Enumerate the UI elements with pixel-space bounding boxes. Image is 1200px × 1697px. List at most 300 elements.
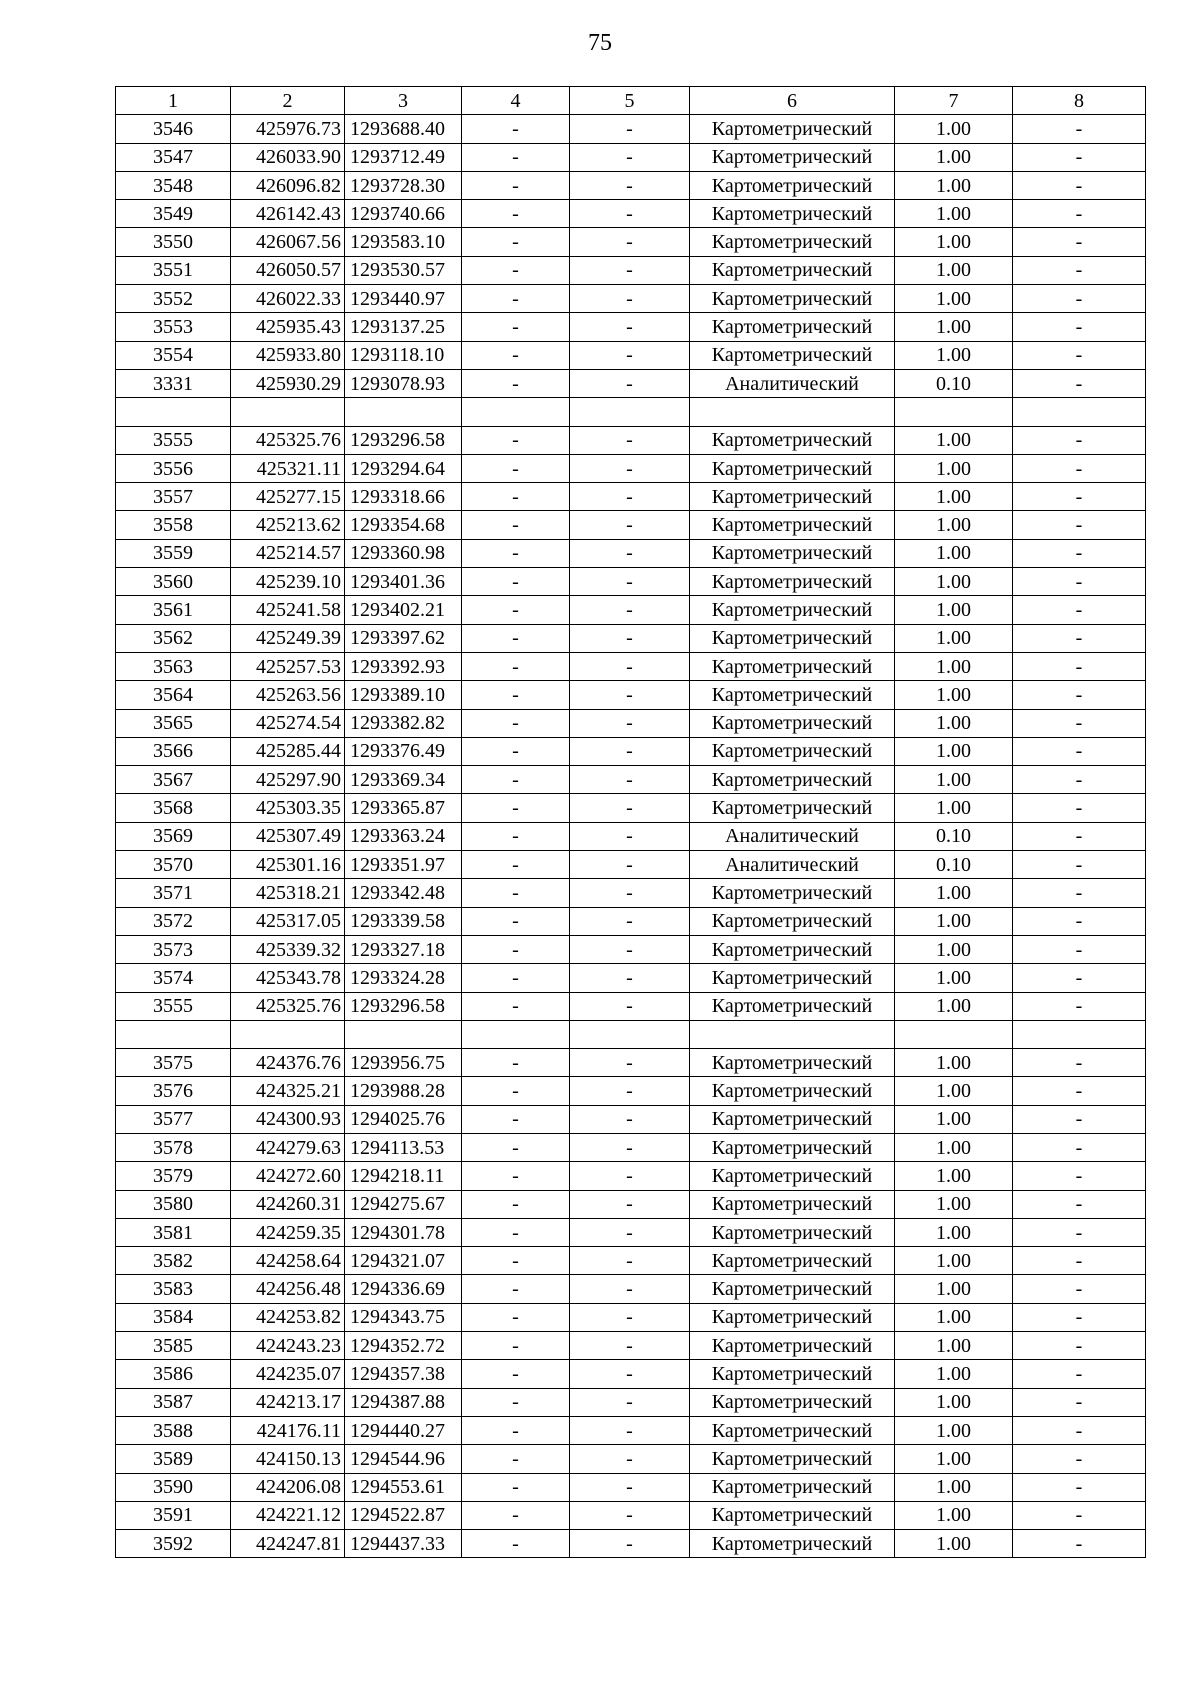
table-row	[116, 539, 1146, 567]
column-5-cell: -	[570, 369, 690, 397]
table-row	[116, 794, 1146, 822]
accuracy-cell: 1.00	[895, 624, 1013, 652]
point-number-cell: 3571	[116, 879, 231, 907]
accuracy-cell: 1.00	[895, 681, 1013, 709]
column-4-cell: -	[462, 539, 570, 567]
accuracy-cell: 0.10	[895, 851, 1013, 879]
table-row	[116, 256, 1146, 284]
column-4-cell: -	[462, 200, 570, 228]
column-4-cell: -	[462, 143, 570, 171]
method-cell: Картометрический	[690, 1530, 895, 1558]
point-number-cell: 3555	[116, 992, 231, 1020]
table-row	[116, 1247, 1146, 1275]
accuracy-cell: 1.00	[895, 1332, 1013, 1360]
y-coordinate-cell: 1293988.28	[345, 1077, 462, 1105]
column-4-cell: -	[462, 681, 570, 709]
column-8-cell: -	[1013, 426, 1146, 454]
column-5-cell: -	[570, 1247, 690, 1275]
column-4-cell: -	[462, 964, 570, 992]
column-4-cell: -	[462, 341, 570, 369]
accuracy-cell: 1.00	[895, 1473, 1013, 1501]
point-number-cell: 3592	[116, 1530, 231, 1558]
x-coordinate-cell: 425241.58	[231, 596, 345, 624]
y-coordinate-cell: 1294321.07	[345, 1247, 462, 1275]
method-cell: Картометрический	[690, 879, 895, 907]
column-8-cell: -	[1013, 200, 1146, 228]
y-coordinate-cell: 1294553.61	[345, 1473, 462, 1501]
y-coordinate-cell: 1294218.11	[345, 1162, 462, 1190]
column-4-cell: -	[462, 285, 570, 313]
accuracy-cell: 1.00	[895, 1247, 1013, 1275]
x-coordinate-cell: 424376.76	[231, 1049, 345, 1077]
column-8-cell: -	[1013, 1105, 1146, 1133]
column-4-cell	[462, 1020, 570, 1048]
table-row	[116, 766, 1146, 794]
column-4-cell: -	[462, 879, 570, 907]
column-4-cell: -	[462, 511, 570, 539]
column-4-cell: -	[462, 1105, 570, 1133]
x-coordinate-cell: 425307.49	[231, 822, 345, 850]
table-row	[116, 1445, 1146, 1473]
column-5-cell: -	[570, 992, 690, 1020]
table-row	[116, 426, 1146, 454]
point-number-cell: 3551	[116, 256, 231, 284]
x-coordinate-cell: 425213.62	[231, 511, 345, 539]
column-5-cell: -	[570, 1530, 690, 1558]
column-4-cell: -	[462, 1049, 570, 1077]
y-coordinate-cell: 1293392.93	[345, 652, 462, 680]
table-row	[116, 511, 1146, 539]
x-coordinate-cell: 426096.82	[231, 171, 345, 199]
method-cell	[690, 1020, 895, 1048]
column-5-cell: -	[570, 822, 690, 850]
column-header-5: 5	[570, 87, 690, 115]
accuracy-cell: 1.00	[895, 1501, 1013, 1529]
column-5-cell: -	[570, 256, 690, 284]
table-row	[116, 568, 1146, 596]
column-8-cell: -	[1013, 1445, 1146, 1473]
column-8-cell: -	[1013, 143, 1146, 171]
point-number-cell: 3552	[116, 285, 231, 313]
x-coordinate-cell: 425214.57	[231, 539, 345, 567]
y-coordinate-cell: 1294357.38	[345, 1360, 462, 1388]
y-coordinate-cell: 1294336.69	[345, 1275, 462, 1303]
method-cell: Картометрический	[690, 1105, 895, 1133]
point-number-cell: 3564	[116, 681, 231, 709]
point-number-cell: 3577	[116, 1105, 231, 1133]
point-number-cell: 3561	[116, 596, 231, 624]
point-number-cell: 3553	[116, 313, 231, 341]
column-4-cell: -	[462, 171, 570, 199]
method-cell: Картометрический	[690, 341, 895, 369]
column-4-cell: -	[462, 1218, 570, 1246]
y-coordinate-cell: 1293740.66	[345, 200, 462, 228]
column-4-cell: -	[462, 1303, 570, 1331]
table-row	[116, 681, 1146, 709]
column-5-cell: -	[570, 794, 690, 822]
column-5-cell: -	[570, 907, 690, 935]
accuracy-cell: 1.00	[895, 737, 1013, 765]
x-coordinate-cell: 425339.32	[231, 935, 345, 963]
x-coordinate-cell: 424247.81	[231, 1530, 345, 1558]
y-coordinate-cell: 1294301.78	[345, 1218, 462, 1246]
point-number-cell: 3585	[116, 1332, 231, 1360]
y-coordinate-cell: 1293296.58	[345, 426, 462, 454]
accuracy-cell: 1.00	[895, 426, 1013, 454]
point-number-cell: 3550	[116, 228, 231, 256]
table-row	[116, 624, 1146, 652]
accuracy-cell: 1.00	[895, 256, 1013, 284]
table-row	[116, 1133, 1146, 1161]
y-coordinate-cell: 1293342.48	[345, 879, 462, 907]
column-8-cell: -	[1013, 1247, 1146, 1275]
y-coordinate-cell: 1294025.76	[345, 1105, 462, 1133]
table-row	[116, 879, 1146, 907]
method-cell: Картометрический	[690, 511, 895, 539]
x-coordinate-cell: 424253.82	[231, 1303, 345, 1331]
column-5-cell: -	[570, 1275, 690, 1303]
table-row	[116, 1332, 1146, 1360]
method-cell: Картометрический	[690, 964, 895, 992]
x-coordinate-cell: 425277.15	[231, 483, 345, 511]
x-coordinate-cell: 425263.56	[231, 681, 345, 709]
table-row	[116, 1190, 1146, 1218]
column-5-cell: -	[570, 1303, 690, 1331]
point-number-cell: 3565	[116, 709, 231, 737]
table-row	[116, 1388, 1146, 1416]
y-coordinate-cell: 1293118.10	[345, 341, 462, 369]
column-8-cell	[1013, 398, 1146, 426]
column-8-cell: -	[1013, 822, 1146, 850]
column-5-cell: -	[570, 964, 690, 992]
x-coordinate-cell: 425257.53	[231, 652, 345, 680]
method-cell: Аналитический	[690, 369, 895, 397]
method-cell: Картометрический	[690, 483, 895, 511]
point-number-cell: 3331	[116, 369, 231, 397]
column-header-1: 1	[116, 87, 231, 115]
table-row	[116, 228, 1146, 256]
x-coordinate-cell: 424150.13	[231, 1445, 345, 1473]
table-row	[116, 1020, 1146, 1048]
column-8-cell: -	[1013, 596, 1146, 624]
column-5-cell: -	[570, 624, 690, 652]
point-number-cell: 3549	[116, 200, 231, 228]
y-coordinate-cell: 1293382.82	[345, 709, 462, 737]
x-coordinate-cell: 424260.31	[231, 1190, 345, 1218]
x-coordinate-cell: 424213.17	[231, 1388, 345, 1416]
point-number-cell: 3578	[116, 1133, 231, 1161]
table-row	[116, 200, 1146, 228]
x-coordinate-cell: 425317.05	[231, 907, 345, 935]
table-row	[116, 285, 1146, 313]
method-cell: Картометрический	[690, 568, 895, 596]
method-cell: Картометрический	[690, 313, 895, 341]
accuracy-cell: 1.00	[895, 1190, 1013, 1218]
accuracy-cell: 1.00	[895, 1105, 1013, 1133]
y-coordinate-cell: 1293688.40	[345, 115, 462, 143]
column-5-cell: -	[570, 596, 690, 624]
column-header-8: 8	[1013, 87, 1146, 115]
table-row	[116, 1105, 1146, 1133]
column-5-cell: -	[570, 1388, 690, 1416]
x-coordinate-cell: 425249.39	[231, 624, 345, 652]
column-8-cell: -	[1013, 1473, 1146, 1501]
table-row	[116, 115, 1146, 143]
table-row	[116, 935, 1146, 963]
y-coordinate-cell: 1294387.88	[345, 1388, 462, 1416]
method-cell: Картометрический	[690, 1332, 895, 1360]
page-number: 75	[588, 30, 612, 56]
method-cell: Аналитический	[690, 851, 895, 879]
point-number-cell: 3579	[116, 1162, 231, 1190]
column-4-cell: -	[462, 454, 570, 482]
method-cell: Картометрический	[690, 171, 895, 199]
table-row	[116, 737, 1146, 765]
accuracy-cell: 1.00	[895, 879, 1013, 907]
y-coordinate-cell	[345, 1020, 462, 1048]
table-body	[116, 115, 1146, 1558]
y-coordinate-cell: 1293360.98	[345, 539, 462, 567]
accuracy-cell: 1.00	[895, 709, 1013, 737]
table-row	[116, 851, 1146, 879]
column-4-cell: -	[462, 935, 570, 963]
column-4-cell: -	[462, 1332, 570, 1360]
point-number-cell: 3586	[116, 1360, 231, 1388]
column-8-cell: -	[1013, 624, 1146, 652]
x-coordinate-cell: 424325.21	[231, 1077, 345, 1105]
method-cell: Картометрический	[690, 285, 895, 313]
column-4-cell: -	[462, 115, 570, 143]
column-5-cell: -	[570, 652, 690, 680]
method-cell: Картометрический	[690, 1190, 895, 1218]
point-number-cell: 3566	[116, 737, 231, 765]
table-row	[116, 596, 1146, 624]
table-row	[116, 1218, 1146, 1246]
table-row	[116, 709, 1146, 737]
y-coordinate-cell: 1293389.10	[345, 681, 462, 709]
column-8-cell: -	[1013, 794, 1146, 822]
x-coordinate-cell: 425325.76	[231, 992, 345, 1020]
column-4-cell: -	[462, 426, 570, 454]
method-cell: Картометрический	[690, 1416, 895, 1444]
point-number-cell	[116, 1020, 231, 1048]
coordinates-table	[115, 86, 1146, 1558]
column-5-cell: -	[570, 285, 690, 313]
y-coordinate-cell: 1293530.57	[345, 256, 462, 284]
column-8-cell	[1013, 1020, 1146, 1048]
column-4-cell: -	[462, 483, 570, 511]
point-number-cell: 3560	[116, 568, 231, 596]
column-8-cell: -	[1013, 879, 1146, 907]
table-row	[116, 1530, 1146, 1558]
point-number-cell: 3583	[116, 1275, 231, 1303]
method-cell: Картометрический	[690, 1445, 895, 1473]
x-coordinate-cell: 424221.12	[231, 1501, 345, 1529]
accuracy-cell: 1.00	[895, 992, 1013, 1020]
method-cell: Картометрический	[690, 1360, 895, 1388]
column-8-cell: -	[1013, 1049, 1146, 1077]
column-4-cell: -	[462, 1247, 570, 1275]
point-number-cell: 3572	[116, 907, 231, 935]
column-5-cell: -	[570, 228, 690, 256]
column-5-cell: -	[570, 115, 690, 143]
method-cell: Картометрический	[690, 1133, 895, 1161]
x-coordinate-cell: 424279.63	[231, 1133, 345, 1161]
column-4-cell: -	[462, 1416, 570, 1444]
table-header-row	[116, 87, 1146, 115]
column-8-cell: -	[1013, 766, 1146, 794]
column-4-cell: -	[462, 1501, 570, 1529]
method-cell: Картометрический	[690, 1303, 895, 1331]
point-number-cell: 3582	[116, 1247, 231, 1275]
table-row	[116, 822, 1146, 850]
x-coordinate-cell: 425274.54	[231, 709, 345, 737]
y-coordinate-cell: 1293327.18	[345, 935, 462, 963]
column-8-cell: -	[1013, 1133, 1146, 1161]
column-4-cell: -	[462, 992, 570, 1020]
column-5-cell: -	[570, 1332, 690, 1360]
method-cell: Картометрический	[690, 1218, 895, 1246]
point-number-cell: 3559	[116, 539, 231, 567]
y-coordinate-cell: 1293296.58	[345, 992, 462, 1020]
point-number-cell: 3580	[116, 1190, 231, 1218]
accuracy-cell: 1.00	[895, 143, 1013, 171]
table-row	[116, 1360, 1146, 1388]
accuracy-cell: 1.00	[895, 964, 1013, 992]
column-5-cell: -	[570, 1218, 690, 1246]
x-coordinate-cell: 424176.11	[231, 1416, 345, 1444]
column-5-cell	[570, 1020, 690, 1048]
accuracy-cell	[895, 398, 1013, 426]
method-cell: Картометрический	[690, 766, 895, 794]
point-number-cell: 3589	[116, 1445, 231, 1473]
y-coordinate-cell: 1294437.33	[345, 1530, 462, 1558]
x-coordinate-cell	[231, 1020, 345, 1048]
table-row	[116, 143, 1146, 171]
method-cell: Картометрический	[690, 709, 895, 737]
column-4-cell: -	[462, 652, 570, 680]
y-coordinate-cell: 1294440.27	[345, 1416, 462, 1444]
accuracy-cell: 1.00	[895, 1445, 1013, 1473]
column-8-cell: -	[1013, 285, 1146, 313]
x-coordinate-cell: 424243.23	[231, 1332, 345, 1360]
table-row	[116, 1275, 1146, 1303]
accuracy-cell: 1.00	[895, 285, 1013, 313]
point-number-cell: 3569	[116, 822, 231, 850]
accuracy-cell: 1.00	[895, 200, 1013, 228]
table-row	[116, 313, 1146, 341]
accuracy-cell: 1.00	[895, 1275, 1013, 1303]
column-8-cell: -	[1013, 1275, 1146, 1303]
table-row	[116, 483, 1146, 511]
method-cell: Картометрический	[690, 681, 895, 709]
y-coordinate-cell: 1294343.75	[345, 1303, 462, 1331]
column-5-cell: -	[570, 1105, 690, 1133]
method-cell: Картометрический	[690, 1388, 895, 1416]
y-coordinate-cell: 1293376.49	[345, 737, 462, 765]
column-8-cell: -	[1013, 539, 1146, 567]
accuracy-cell: 0.10	[895, 369, 1013, 397]
method-cell: Картометрический	[690, 200, 895, 228]
y-coordinate-cell: 1293401.36	[345, 568, 462, 596]
accuracy-cell: 1.00	[895, 1162, 1013, 1190]
column-5-cell: -	[570, 143, 690, 171]
method-cell	[690, 398, 895, 426]
x-coordinate-cell: 424206.08	[231, 1473, 345, 1501]
accuracy-cell: 1.00	[895, 1218, 1013, 1246]
column-5-cell: -	[570, 341, 690, 369]
column-5-cell: -	[570, 766, 690, 794]
column-8-cell: -	[1013, 369, 1146, 397]
point-number-cell: 3555	[116, 426, 231, 454]
method-cell: Картометрический	[690, 143, 895, 171]
column-4-cell: -	[462, 313, 570, 341]
method-cell: Картометрический	[690, 1247, 895, 1275]
column-8-cell: -	[1013, 115, 1146, 143]
y-coordinate-cell: 1293583.10	[345, 228, 462, 256]
column-5-cell: -	[570, 851, 690, 879]
accuracy-cell: 1.00	[895, 652, 1013, 680]
column-8-cell: -	[1013, 256, 1146, 284]
column-8-cell: -	[1013, 1077, 1146, 1105]
method-cell: Картометрический	[690, 1077, 895, 1105]
column-8-cell: -	[1013, 313, 1146, 341]
x-coordinate-cell: 425976.73	[231, 115, 345, 143]
accuracy-cell: 1.00	[895, 539, 1013, 567]
table-row	[116, 1416, 1146, 1444]
column-4-cell: -	[462, 369, 570, 397]
method-cell: Картометрический	[690, 992, 895, 1020]
x-coordinate-cell: 425303.35	[231, 794, 345, 822]
method-cell: Картометрический	[690, 737, 895, 765]
method-cell: Картометрический	[690, 256, 895, 284]
table-row	[116, 1303, 1146, 1331]
column-5-cell: -	[570, 426, 690, 454]
y-coordinate-cell: 1293078.93	[345, 369, 462, 397]
y-coordinate-cell: 1293363.24	[345, 822, 462, 850]
accuracy-cell: 1.00	[895, 341, 1013, 369]
point-number-cell: 3557	[116, 483, 231, 511]
table-row	[116, 1473, 1146, 1501]
column-4-cell: -	[462, 1077, 570, 1105]
table-row	[116, 171, 1146, 199]
accuracy-cell: 1.00	[895, 568, 1013, 596]
x-coordinate-cell: 425325.76	[231, 426, 345, 454]
accuracy-cell: 1.00	[895, 1416, 1013, 1444]
method-cell: Картометрический	[690, 1473, 895, 1501]
table-row	[116, 992, 1146, 1020]
column-header-7: 7	[895, 87, 1013, 115]
column-8-cell: -	[1013, 171, 1146, 199]
point-number-cell: 3591	[116, 1501, 231, 1529]
column-header-3: 3	[345, 87, 462, 115]
point-number-cell: 3548	[116, 171, 231, 199]
column-4-cell: -	[462, 1473, 570, 1501]
column-4-cell: -	[462, 1162, 570, 1190]
point-number-cell: 3574	[116, 964, 231, 992]
point-number-cell: 3556	[116, 454, 231, 482]
y-coordinate-cell: 1293294.64	[345, 454, 462, 482]
column-5-cell	[570, 398, 690, 426]
y-coordinate-cell	[345, 398, 462, 426]
point-number-cell: 3588	[116, 1416, 231, 1444]
y-coordinate-cell: 1294352.72	[345, 1332, 462, 1360]
column-header-6: 6	[690, 87, 895, 115]
column-5-cell: -	[570, 454, 690, 482]
method-cell: Картометрический	[690, 426, 895, 454]
column-4-cell: -	[462, 822, 570, 850]
column-4-cell: -	[462, 1133, 570, 1161]
